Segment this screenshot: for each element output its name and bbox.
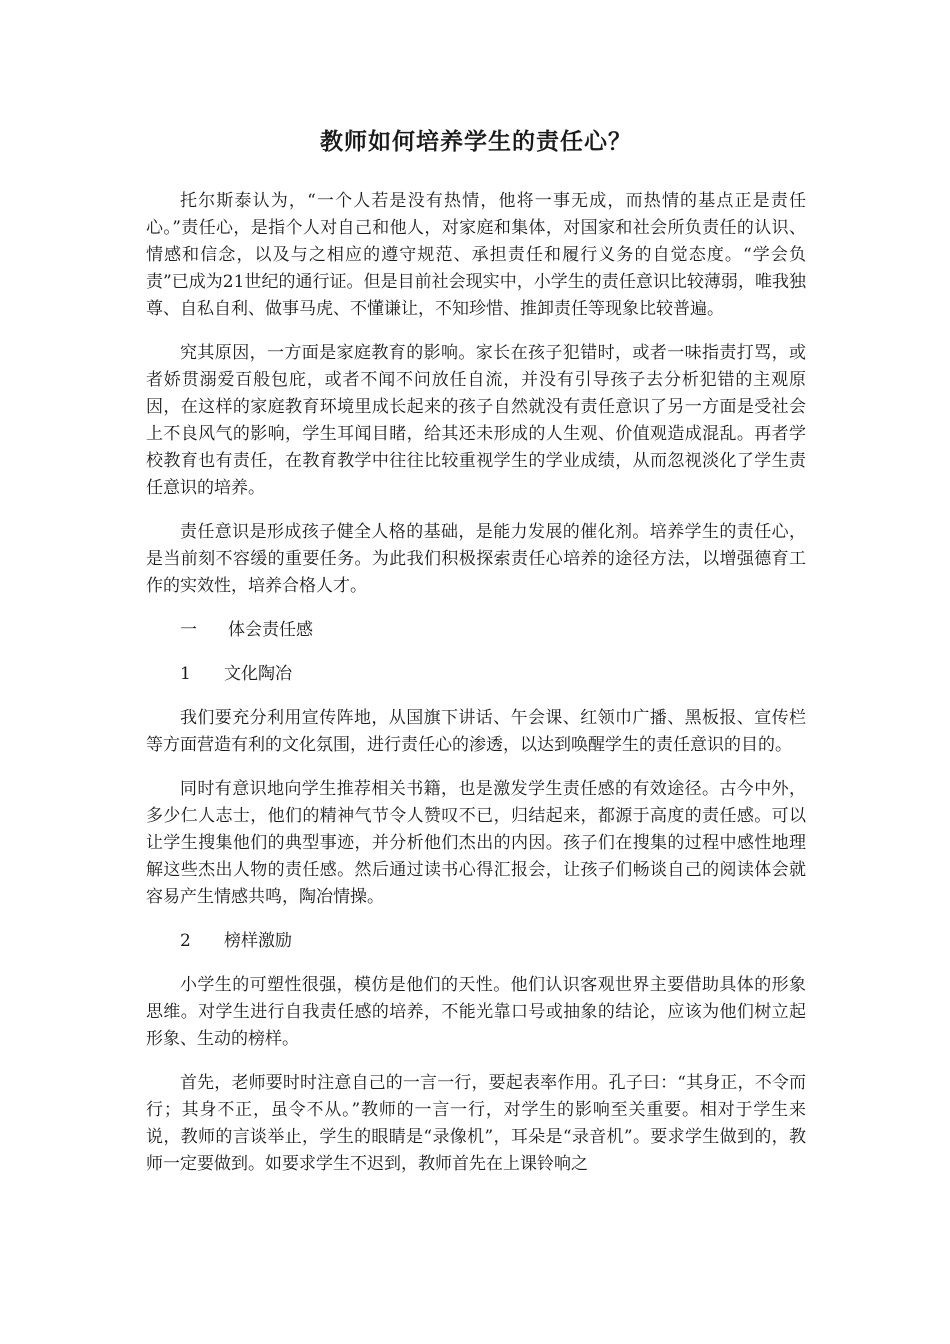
paragraph: 托尔斯泰认为，“一个人若是没有热情，他将一事无成，而热情的基点正是责任心。”责任心，是指个人对自己和他人，对家庭和集体，对国家和社会所负责任的认识、情感和信念，以及与之相应的遵守规范、承担责任和履行义务的自觉态度。“学会负责”已成为21世纪的通行证。但是目前社会现实中，小学生的责任意识比较薄弱，唯我独尊、自私自利、做事马虎、不懂谦让，不知珍惜、推卸责任等现象比较普遍。: [146, 191, 806, 319]
subsection-number: 1: [180, 664, 191, 684]
section-number: 一: [180, 620, 197, 640]
paragraph: 首先，老师要时时注意自己的一言一行，要起表率作用。孔子曰：“其身正，不令而行；其身不正，虽令不从。”教师的一言一行，对学生的影响至关重要。相对于学生来说，教师的言谈举止，学生的眼睛是“录像机”，耳朵是“录音机”。要求学生做到的，教师一定要做到。如要求学生不迟到，教师首先在上课铃响之: [146, 1073, 806, 1174]
subsection-number: 2: [180, 931, 191, 951]
subsection-heading: [146, 928, 806, 955]
paragraph: 小学生的可塑性很强，模仿是他们的天性。他们认识客观世界主要借助具体的形象思维。对学生进行自我责任感的培养，不能光靠口号或抽象的结论，应该为他们树立起形象、生动的榜样。: [146, 975, 806, 1049]
paragraph: 责任意识是形成孩子健全人格的基础，是能力发展的催化剂。培养学生的责任心，是当前刻不容缓的重要任务。为此我们积极探索责任心培养的途径方法，以增强德育工作的实效性，培养合格人才。: [146, 522, 806, 596]
paragraph: 究其原因，一方面是家庭教育的影响。家长在孩子犯错时，或者一味指责打骂，或者娇贯溺爱百般包庇，或者不闻不问放任自流，并没有引导孩子去分析犯错的主观原因，在这样的家庭教育环境里成长起来的孩子自然就没有责任意识了另一方面是受社会上不良风气的影响，学生耳闻目睹，给其还未形成的人生观、价值观造成混乱。再者学校教育也有责任，在教育教学中往往比较重视学生的学业成绩，从而忽视淡化了学生责任意识的培养。: [146, 343, 806, 498]
subsection-label: 榜样激励: [224, 931, 292, 951]
subsection-label: 文化陶冶: [224, 664, 292, 684]
document-body: [146, 126, 806, 1195]
section-label: 体会责任感: [228, 620, 313, 640]
subsection-heading: [146, 661, 806, 688]
page-title: 教师如何培养学生的责任心？: [320, 129, 632, 155]
paragraph: 我们要充分利用宣传阵地，从国旗下讲话、午会课、红领巾广播、黑板报、宣传栏等方面营造有利的文化氛围，进行责任心的渗透，以达到唤醒学生的责任意识的目的。: [146, 708, 806, 755]
section-heading: [146, 617, 806, 644]
paragraph: 同时有意识地向学生推荐相关书籍，也是激发学生责任感的有效途径。古今中外，多少仁人志士，他们的精神气节令人赞叹不已，归结起来，都源于高度的责任感。可以让学生搜集他们的典型事迹，并分析他们杰出的内因。孩子们在搜集的过程中感性地理解这些杰出人物的责任感。然后通过读书心得汇报会，让孩子们畅谈自己的阅读体会就容易产生情感共鸣，陶冶情操。: [146, 779, 806, 907]
